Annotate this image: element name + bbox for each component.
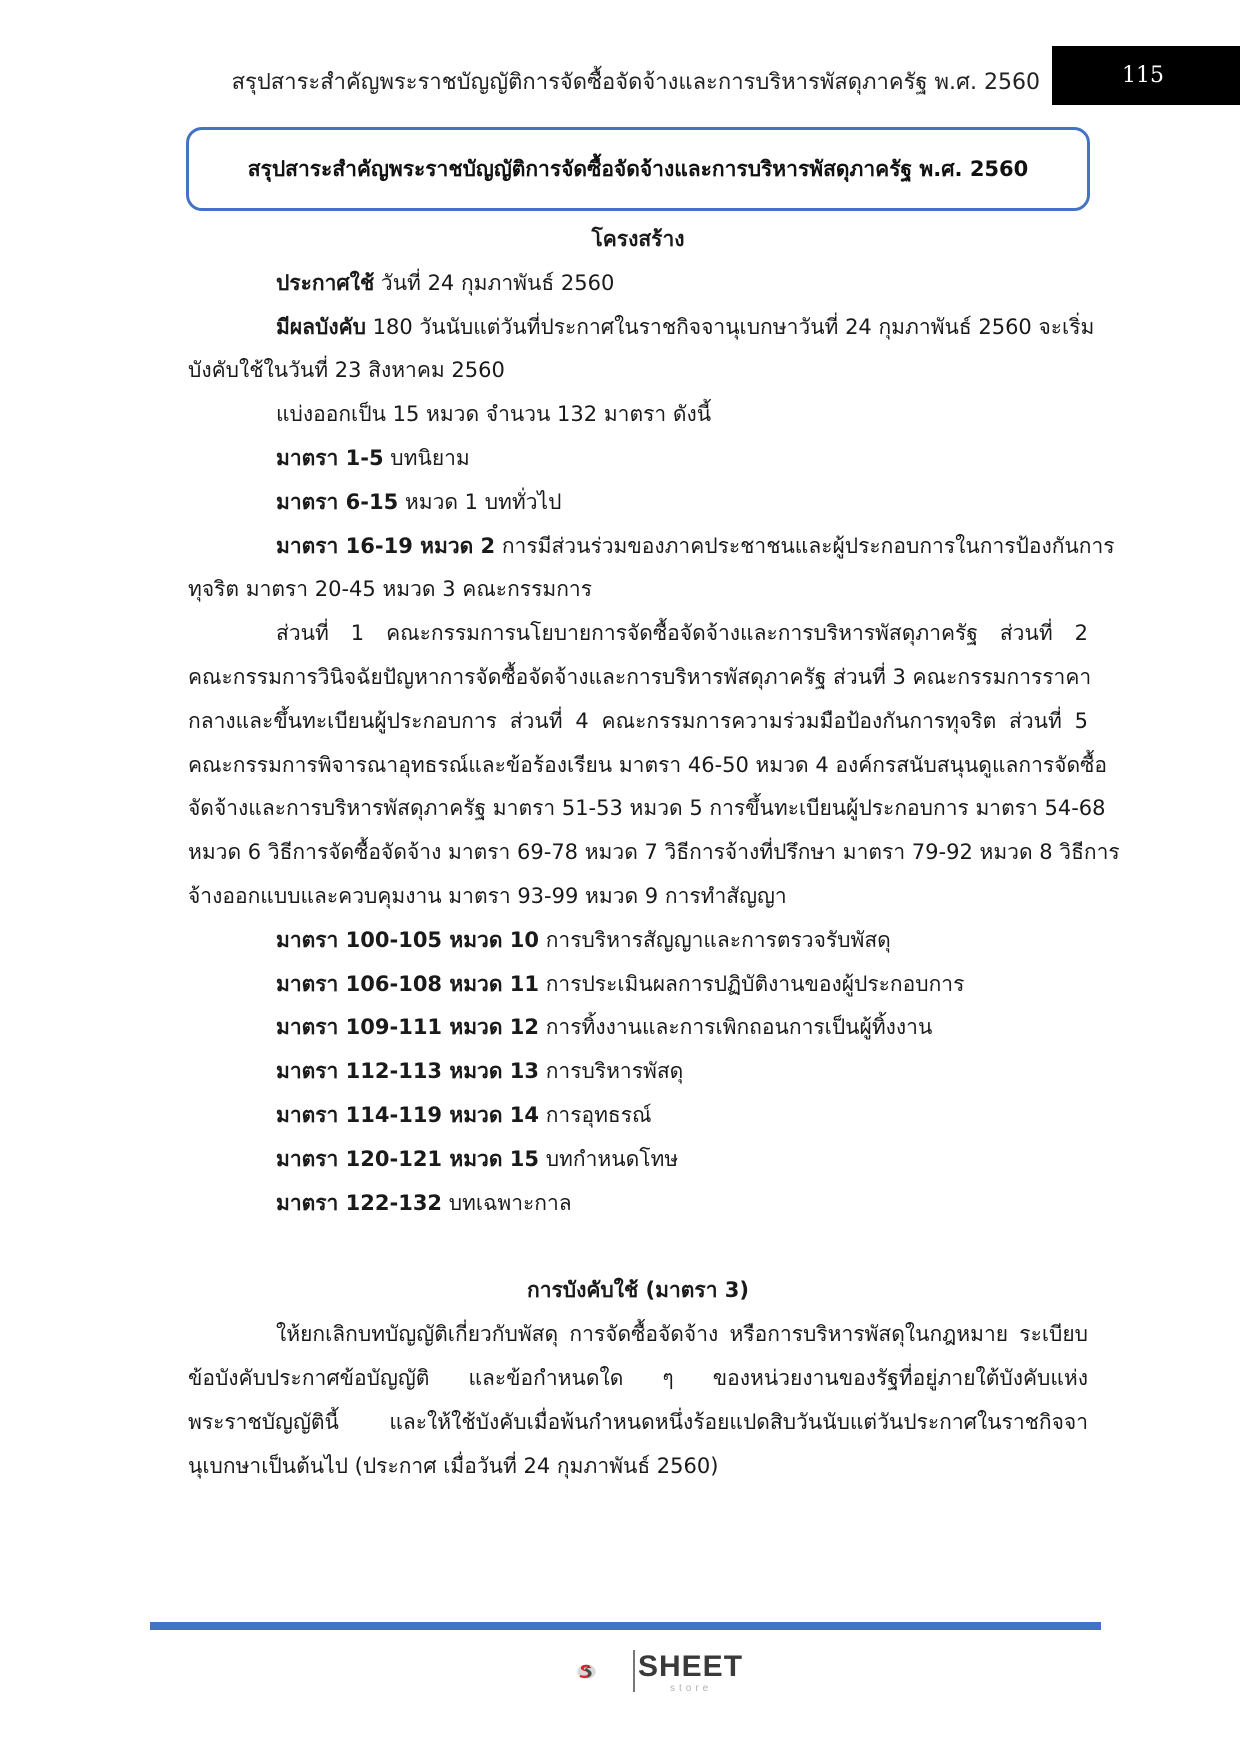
division-line: แบ่งออกเป็น 15 หมวด จำนวน 132 มาตรา ดังนี้ bbox=[276, 402, 712, 427]
section-label: มาตรา 114-119 หมวด 14 bbox=[276, 1102, 540, 1127]
section-line bbox=[188, 1050, 1088, 1094]
section-text: การมีส่วนร่วมของภาคประชาชนและผู้ประกอบการในการป้องกันการ bbox=[495, 533, 1115, 558]
page-number: 115 bbox=[1122, 63, 1164, 88]
footer-rule bbox=[150, 1622, 1101, 1630]
announce-text: วันที่ 24 กุมภาพันธ์ 2560 bbox=[374, 270, 615, 295]
paragraph-line: กลางและขึ้นทะเบียนผู้ประกอบการ ส่วนที่ 4 คณะกรรมการความร่วมมือป้องกันการทุจริต ส่วนที่ 5 bbox=[188, 708, 1088, 733]
section-text: การอุทธรณ์ bbox=[539, 1102, 652, 1127]
enforcement-line: ข้อบังคับประกาศข้อบัญญัติ และข้อกำหนดใด ๆ ของหน่วยงานของรัฐที่อยู่ภายใต้บังคับแห่ง bbox=[188, 1365, 1088, 1390]
announce-label: ประกาศใช้ bbox=[276, 270, 375, 295]
section-label: มาตรา 1-5 bbox=[276, 445, 384, 470]
section-line bbox=[188, 437, 1088, 481]
section-text: หมวด 1 บททั่วไป bbox=[398, 489, 562, 514]
section-line bbox=[188, 1006, 1088, 1050]
section-line-cont: ทุจริต มาตรา 20-45 หมวด 3 คณะกรรมการ bbox=[188, 577, 592, 602]
section-line bbox=[188, 1138, 1088, 1182]
enforcement-heading: การบังคับใช้ (มาตรา 3) bbox=[526, 1278, 750, 1303]
section-line bbox=[188, 1094, 1088, 1138]
effective-text: 180 วันนับแต่วันที่ประกาศในราชกิจจานุเบกษาวันที่ 24 กุมภาพันธ์ 2560 จะเริ่ม bbox=[365, 314, 1095, 339]
section-text: บทกำหนดโทษ bbox=[539, 1146, 679, 1171]
section-label: มาตรา 112-113 หมวด 13 bbox=[276, 1059, 540, 1084]
paragraph-line: คณะกรรมการวินิจฉัยปัญหาการจัดซื้อจัดจ้างและการบริหารพัสดุภาครัฐ ส่วนที่ 3 คณะกรรมการราคา bbox=[188, 664, 1092, 689]
paragraph-line: ส่วนที่ 1 คณะกรรมการนโยบายการจัดซื้อจัดจ้างและการบริหารพัสดุภาครัฐ ส่วนที่ 2 bbox=[276, 621, 1088, 646]
section-label: มาตรา 120-121 หมวด 15 bbox=[276, 1146, 540, 1171]
logo-divider bbox=[633, 1650, 635, 1692]
section-line bbox=[188, 481, 1088, 525]
page-number-box bbox=[1052, 46, 1240, 105]
effective-label: มีผลบังคับ bbox=[276, 314, 366, 339]
paragraph-line: จ้างออกแบบและควบคุมงาน มาตรา 93-99 หมวด 9 การทำสัญญา bbox=[188, 883, 787, 908]
section-text: บทนิยาม bbox=[383, 445, 470, 470]
document-body bbox=[188, 218, 1120, 1488]
document-title-box bbox=[186, 127, 1090, 211]
paragraph-line: จัดจ้างและการบริหารพัสดุภาครัฐ มาตรา 51-53 หมวด 5 การขึ้นทะเบียนผู้ประกอบการ มาตรา 54-68 bbox=[188, 796, 1106, 821]
section-text: การบริหารสัญญาและการตรวจรับพัสดุ bbox=[539, 927, 891, 952]
section-text: การทิ้งงานและการเพิกถอนการเป็นผู้ทิ้งงาน bbox=[539, 1015, 933, 1040]
sheet-store-logo-icon bbox=[576, 1646, 636, 1696]
running-header: สรุปสาระสำคัญพระราชบัญญัติการจัดซื้อจัดจ้างและการบริหารพัสดุภาครัฐ พ.ศ. 2560 bbox=[231, 70, 1040, 95]
section-label: มาตรา 100-105 หมวด 10 bbox=[276, 927, 540, 952]
enforcement-line: ให้ยกเลิกบทบัญญัติเกี่ยวกับพัสดุ การจัดซื้อจัดจ้าง หรือการบริหารพัสดุในกฎหมาย ระเบียบ bbox=[276, 1322, 1088, 1347]
effective-line bbox=[188, 306, 1095, 350]
structure-heading: โครงสร้าง bbox=[591, 227, 685, 251]
section-label: มาตรา 16-19 หมวด 2 bbox=[276, 533, 496, 558]
section-text: การประเมินผลการปฏิบัติงานของผู้ประกอบการ bbox=[539, 971, 965, 996]
section-text: การบริหารพัสดุ bbox=[539, 1059, 684, 1084]
effective-line-2: บังคับใช้ในวันที่ 23 สิงหาคม 2560 bbox=[188, 358, 505, 383]
section-label: มาตรา 122-132 bbox=[276, 1190, 443, 1215]
announce-line bbox=[188, 262, 1088, 306]
paragraph-line: หมวด 6 วิธีการจัดซื้อจัดจ้าง มาตรา 69-78 หมวด 7 วิธีการจ้างที่ปรึกษา มาตรา 79-92 หมวด 8 วิธีการ bbox=[188, 840, 1120, 865]
section-line bbox=[188, 1182, 1088, 1226]
section-text: บทเฉพาะกาล bbox=[442, 1190, 572, 1215]
section-line bbox=[188, 525, 1115, 569]
section-line bbox=[188, 963, 1088, 1007]
paragraph-line: คณะกรรมการพิจารณาอุทธรณ์และข้อร้องเรียน มาตรา 46-50 หมวด 4 องค์กรสนับสนุนดูแลการจัดซื้อ bbox=[188, 752, 1107, 777]
section-label: มาตรา 109-111 หมวด 12 bbox=[276, 1015, 540, 1040]
logo-brand: SHEET bbox=[638, 1650, 744, 1683]
document-title: สรุปสาระสำคัญพระราชบัญญัติการจัดซื้อจัดจ้างและการบริหารพัสดุภาครัฐ พ.ศ. 2560 bbox=[247, 156, 1029, 181]
enforcement-line: พระราชบัญญัตินี้ และให้ใช้บังคับเมื่อพ้นกำหนดหนึ่งร้อยแปดสิบวันนับแต่วันประกาศในราชกิจจา bbox=[188, 1409, 1088, 1434]
enforcement-line: นุเบกษาเป็นต้นไป (ประกาศ เมื่อวันที่ 24 กุมภาพันธ์ 2560) bbox=[188, 1453, 719, 1478]
section-line bbox=[188, 919, 1088, 963]
section-label: มาตรา 6-15 bbox=[276, 489, 399, 514]
logo-brand-sub: store bbox=[670, 1683, 713, 1694]
section-label: มาตรา 106-108 หมวด 11 bbox=[276, 971, 540, 996]
